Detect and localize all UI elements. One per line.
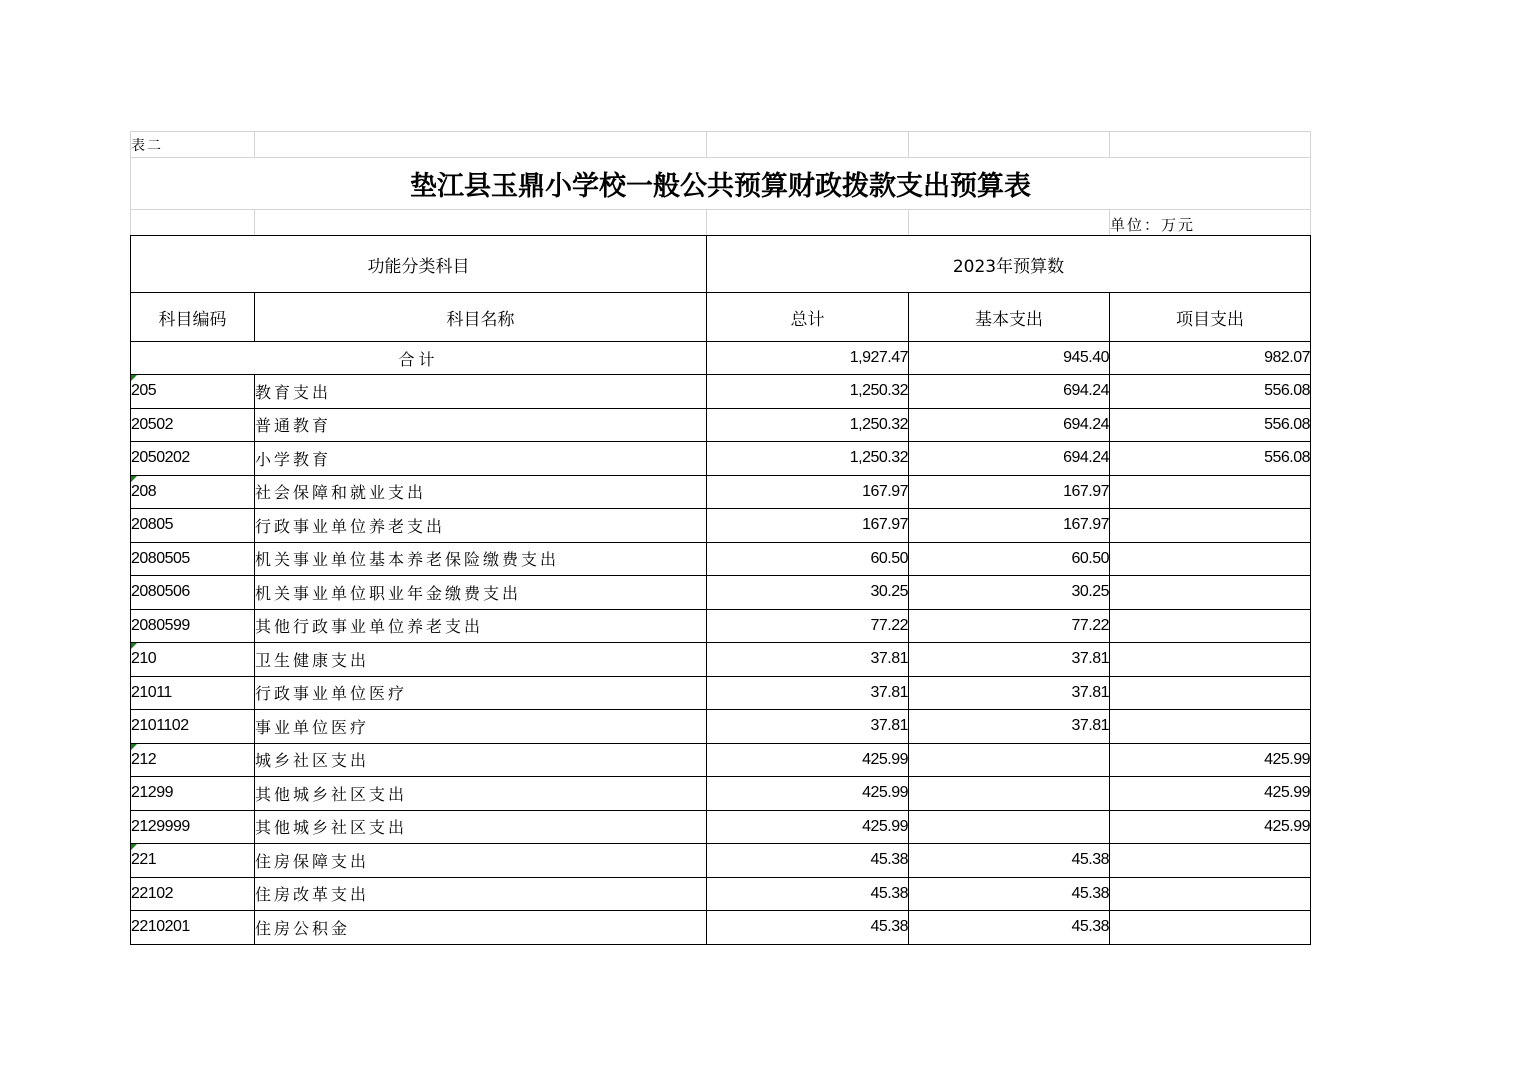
row-project — [1110, 442, 1311, 476]
row-code — [131, 911, 255, 945]
row-basic-text: 694.24 — [1063, 382, 1109, 400]
row-name-text: 机关事业单位基本养老保险缴费支出 — [255, 550, 560, 570]
row-basic — [909, 408, 1110, 442]
row-project — [1110, 475, 1311, 509]
row-project — [1110, 375, 1311, 409]
row-basic-text: 77.22 — [1071, 616, 1109, 634]
row-name-text: 卫生健康支出 — [255, 650, 370, 670]
row-basic-text: 45.38 — [1071, 918, 1109, 936]
row-total — [707, 609, 909, 643]
row-project — [1110, 576, 1311, 610]
row-total-text: 167.97 — [862, 482, 908, 500]
row-project-text: 556.08 — [1264, 382, 1310, 400]
row-code — [131, 844, 255, 878]
row-total — [707, 542, 909, 576]
header-total: 总计 — [707, 293, 909, 342]
row-project — [1110, 509, 1311, 543]
table-row — [131, 475, 1311, 509]
row-code-text: 2080505 — [131, 549, 190, 567]
row-total — [707, 844, 909, 878]
row-code — [131, 743, 255, 777]
table-row — [131, 844, 1311, 878]
row-total-text: 77.22 — [870, 616, 908, 634]
row-code — [131, 408, 255, 442]
row-project — [1110, 542, 1311, 576]
row-code — [131, 643, 255, 677]
unit-label: 单位：万元 — [1110, 210, 1311, 236]
row-name-text: 行政事业单位医疗 — [255, 684, 408, 704]
table-row — [131, 542, 1311, 576]
row-basic — [909, 475, 1110, 509]
row-project — [1110, 710, 1311, 744]
table-row — [131, 676, 1311, 710]
row-name-text: 住房改革支出 — [255, 885, 370, 905]
row-total — [707, 777, 909, 811]
row-total — [707, 743, 909, 777]
header-functional-category: 功能分类科目 — [131, 236, 707, 293]
row-project — [1110, 777, 1311, 811]
row-total — [707, 509, 909, 543]
row-name — [255, 710, 707, 744]
cell-comment-marker-icon — [131, 744, 137, 750]
row-name — [255, 576, 707, 610]
row-basic-text: 167.97 — [1063, 482, 1109, 500]
row-total — [707, 911, 909, 945]
table-row — [131, 509, 1311, 543]
row-total — [707, 676, 909, 710]
table-row — [131, 643, 1311, 677]
table-row — [131, 442, 1311, 476]
cell-comment-marker-icon — [131, 844, 137, 850]
row-project — [1110, 877, 1311, 911]
row-basic-text: 45.38 — [1071, 851, 1109, 869]
row-basic — [909, 542, 1110, 576]
row-project-text: 425.99 — [1264, 784, 1310, 802]
header-row-2 — [131, 293, 1311, 342]
title-row — [131, 158, 1311, 210]
row-code — [131, 777, 255, 811]
row-basic — [909, 643, 1110, 677]
row-total — [707, 810, 909, 844]
header-budget-year: 2023年预算数 — [707, 236, 1311, 293]
row-total-text: 30.25 — [870, 583, 908, 601]
row-basic — [909, 509, 1110, 543]
row-name-text: 其他城乡社区支出 — [255, 784, 408, 804]
row-name — [255, 475, 707, 509]
row-name — [255, 542, 707, 576]
row-name — [255, 810, 707, 844]
row-name-text: 城乡社区支出 — [255, 751, 370, 771]
table-row — [131, 777, 1311, 811]
row-name-text: 其他城乡社区支出 — [255, 818, 408, 838]
row-total — [707, 375, 909, 409]
row-project — [1110, 643, 1311, 677]
row-project-text: 556.08 — [1264, 449, 1310, 467]
row-project — [1110, 408, 1311, 442]
row-basic — [909, 442, 1110, 476]
row-name — [255, 442, 707, 476]
row-total-text: 1,250.32 — [849, 382, 908, 400]
row-total-text: 37.81 — [870, 683, 908, 701]
table-row — [131, 710, 1311, 744]
sheet-label: 表二 — [131, 132, 255, 158]
row-code-text: 20805 — [131, 516, 173, 534]
row-code — [131, 609, 255, 643]
row-basic — [909, 911, 1110, 945]
row-basic-text: 45.38 — [1071, 884, 1109, 902]
row-code — [131, 509, 255, 543]
row-total — [707, 710, 909, 744]
row-code-text: 21011 — [131, 683, 172, 701]
table-row — [131, 911, 1311, 945]
header-project: 项目支出 — [1110, 293, 1311, 342]
row-code-text: 2080506 — [131, 583, 190, 601]
row-project-text: 425.99 — [1264, 750, 1310, 768]
row-name-text: 住房保障支出 — [255, 851, 370, 871]
row-basic-text: 694.24 — [1063, 415, 1109, 433]
row-total — [707, 475, 909, 509]
row-name-text: 其他行政事业单位养老支出 — [255, 617, 484, 637]
row-project — [1110, 844, 1311, 878]
row-code-text: 221 — [131, 851, 157, 869]
row-code-text: 2080599 — [131, 616, 190, 634]
row-name-text: 普通教育 — [255, 416, 332, 436]
table-row — [131, 375, 1311, 409]
row-basic — [909, 576, 1110, 610]
row-basic — [909, 877, 1110, 911]
row-total-text: 425.99 — [862, 750, 908, 768]
row-code — [131, 542, 255, 576]
row-project-text: 556.08 — [1264, 415, 1310, 433]
row-total — [707, 877, 909, 911]
row-total — [707, 643, 909, 677]
table-row — [131, 743, 1311, 777]
total-project: 982.07 — [1110, 342, 1311, 375]
row-code — [131, 710, 255, 744]
header-row-1 — [131, 236, 1311, 293]
cell-comment-marker-icon — [131, 375, 137, 381]
row-project — [1110, 743, 1311, 777]
row-project — [1110, 911, 1311, 945]
row-name — [255, 777, 707, 811]
row-total-text: 167.97 — [862, 516, 908, 534]
table-row — [131, 408, 1311, 442]
row-code-text: 205 — [131, 382, 157, 400]
row-name-text: 机关事业单位职业年金缴费支出 — [255, 583, 522, 603]
row-total-text: 425.99 — [862, 817, 908, 835]
header-code: 科目编码 — [131, 293, 255, 342]
header-basic: 基本支出 — [909, 293, 1110, 342]
row-code — [131, 442, 255, 476]
row-code — [131, 877, 255, 911]
sheet-label-row — [131, 132, 1311, 158]
page-title: 垫江县玉鼎小学校一般公共预算财政拨款支出预算表 — [131, 158, 1311, 210]
row-total — [707, 576, 909, 610]
row-total — [707, 442, 909, 476]
row-name — [255, 844, 707, 878]
total-row — [131, 342, 1311, 375]
row-total-text: 45.38 — [870, 851, 908, 869]
row-name-text: 社会保障和就业支出 — [255, 483, 427, 503]
row-basic-text: 37.81 — [1071, 650, 1109, 668]
row-code-text: 212 — [131, 750, 157, 768]
row-code-text: 21299 — [131, 784, 173, 802]
row-total-text: 37.81 — [870, 717, 908, 735]
row-basic — [909, 810, 1110, 844]
row-code-text: 2050202 — [131, 449, 190, 467]
row-total-text: 45.38 — [870, 884, 908, 902]
row-basic — [909, 777, 1110, 811]
row-name — [255, 643, 707, 677]
row-project — [1110, 676, 1311, 710]
row-basic — [909, 609, 1110, 643]
row-code-text: 22102 — [131, 884, 173, 902]
total-label: 合计 — [131, 342, 707, 375]
table-row — [131, 877, 1311, 911]
row-total-text: 1,250.32 — [849, 415, 908, 433]
table-row — [131, 609, 1311, 643]
row-total-text: 37.81 — [870, 650, 908, 668]
total-total: 1,927.47 — [707, 342, 909, 375]
row-name — [255, 743, 707, 777]
row-name-text: 住房公积金 — [255, 918, 351, 938]
row-project-text: 425.99 — [1264, 817, 1310, 835]
row-basic-text: 694.24 — [1063, 449, 1109, 467]
row-basic-text: 60.50 — [1071, 549, 1109, 567]
row-name-text: 行政事业单位养老支出 — [255, 516, 446, 536]
header-name: 科目名称 — [255, 293, 707, 342]
row-project — [1110, 810, 1311, 844]
cell-comment-marker-icon — [131, 476, 137, 482]
row-code-text: 208 — [131, 482, 157, 500]
row-code-text: 2101102 — [131, 717, 189, 735]
row-total-text: 425.99 — [862, 784, 908, 802]
table-row — [131, 576, 1311, 610]
budget-table — [130, 131, 1311, 945]
row-name-text: 事业单位医疗 — [255, 717, 370, 737]
cell-comment-marker-icon — [131, 643, 137, 649]
row-total-text: 60.50 — [870, 549, 908, 567]
row-basic-text: 37.81 — [1071, 717, 1109, 735]
row-project — [1110, 609, 1311, 643]
total-basic: 945.40 — [909, 342, 1110, 375]
row-code — [131, 676, 255, 710]
row-basic-text: 37.81 — [1071, 683, 1109, 701]
row-name-text: 小学教育 — [255, 449, 332, 469]
row-basic-text: 30.25 — [1071, 583, 1109, 601]
row-code — [131, 375, 255, 409]
table-row — [131, 810, 1311, 844]
row-basic — [909, 676, 1110, 710]
row-name — [255, 509, 707, 543]
row-name — [255, 375, 707, 409]
row-name — [255, 877, 707, 911]
row-basic-text: 167.97 — [1063, 516, 1109, 534]
row-total — [707, 408, 909, 442]
row-code-text: 2129999 — [131, 817, 190, 835]
row-code-text: 210 — [131, 650, 157, 668]
row-name — [255, 408, 707, 442]
row-code — [131, 475, 255, 509]
row-total-text: 45.38 — [870, 918, 908, 936]
row-code — [131, 810, 255, 844]
row-code-text: 20502 — [131, 415, 173, 433]
row-basic — [909, 743, 1110, 777]
row-name-text: 教育支出 — [255, 382, 332, 402]
row-basic — [909, 375, 1110, 409]
unit-row — [131, 210, 1311, 236]
row-code-text: 2210201 — [131, 918, 190, 936]
row-name — [255, 676, 707, 710]
row-basic — [909, 710, 1110, 744]
row-total-text: 1,250.32 — [849, 449, 908, 467]
row-name — [255, 911, 707, 945]
row-code — [131, 576, 255, 610]
row-name — [255, 609, 707, 643]
row-basic — [909, 844, 1110, 878]
